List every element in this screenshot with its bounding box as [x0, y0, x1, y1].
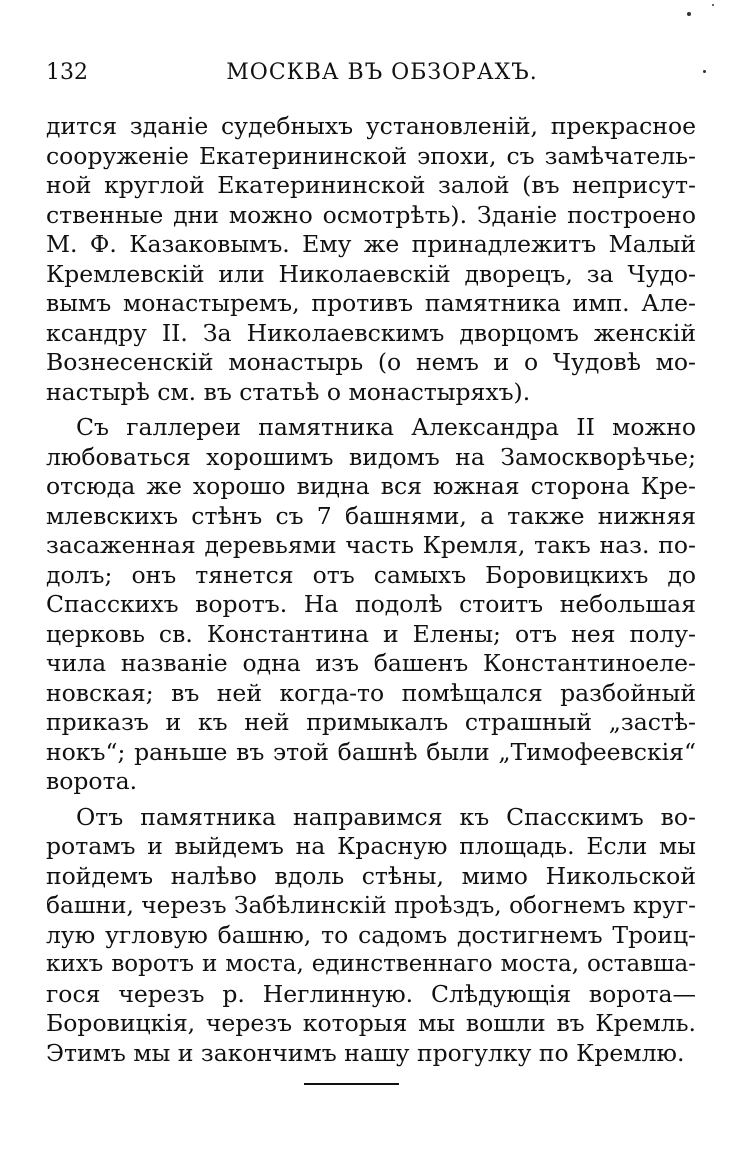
text-line: сооруженіе Екатерининской эпохи, съ замѣчатель-	[46, 141, 696, 170]
text-line: отсюда же хорошо видна вся южная сторона Кре-	[46, 472, 696, 500]
text-line: новская; въ ней когда-то помѣщался разбойный	[46, 678, 696, 707]
text-line: Кремлевскій или Николаевскій дворецъ, за Чудо-	[46, 259, 696, 288]
text-line: ной круглой Екатерининской залой (въ неприсут-	[46, 171, 696, 199]
text-line: Спасскихъ воротъ. На подолѣ стоитъ небольшая	[46, 590, 696, 618]
text-line: настырѣ см. въ статьѣ о монастыряхъ).	[46, 377, 531, 406]
page-header	[46, 58, 694, 92]
paragraph-1	[46, 112, 696, 407]
text-line: ксандру II. За Николаевскимъ дворцомъ женскій	[46, 318, 696, 347]
text-line: Съ галлереи памятника Александра II можно	[76, 413, 696, 441]
text-line: засаженная деревьями часть Кремля, такъ наз. по-	[46, 531, 696, 559]
text-line: любоваться хорошимъ видомъ на Замоскворѣчье;	[46, 442, 696, 471]
text-line: ственные дни можно осмотрѣть). Зданіе построено	[46, 200, 696, 229]
text-line: М. Ф. Казаковымъ. Ему же принадлежитъ Малый	[46, 230, 696, 258]
end-divider-rule	[304, 1083, 399, 1085]
text-line: Боровицкія, черезъ которыя мы вошли въ Кремль.	[46, 1009, 696, 1037]
print-speck	[687, 12, 691, 16]
running-title: МОСКВА ВЪ ОБЗОРАХЪ.	[226, 60, 538, 85]
text-line: Вознесенскій монастырь (о немъ и о Чудовѣ мо-	[46, 348, 696, 376]
text-line: вымъ монастыремъ, противъ памятника имп. Але-	[46, 289, 696, 317]
paragraph-2	[46, 413, 696, 797]
text-line: млевскихъ стѣнъ съ 7 башнями, а также нижняя	[46, 501, 696, 530]
text-line: чила названіе одна изъ башенъ Константиноеле-	[46, 649, 696, 677]
text-line: пойдемъ налѣво вдоль стѣны, мимо Никольской	[46, 861, 696, 890]
text-line: нокъ“; раньше въ этой башнѣ были „Тимофеевскія“	[46, 737, 696, 766]
text-line: башни, черезъ Забѣлинскій проѣздъ, обогнемъ круг-	[46, 892, 696, 919]
text-line: лую угловую башню, то садомъ достигнемъ Троиц-	[46, 920, 696, 949]
text-line: ротамъ и выйдемъ на Красную площадь. Если мы	[46, 832, 696, 860]
text-line: приказъ и къ ней примыкалъ страшный „застѣ-	[46, 708, 696, 736]
text-line: Этимъ мы и закончимъ нашу прогулку по Кремлю.	[46, 1038, 685, 1067]
text-line: ворота.	[46, 767, 138, 795]
body-text	[46, 112, 696, 1068]
text-line: церковь св. Константина и Елены; отъ нея полу-	[46, 619, 696, 648]
text-line: долъ; онъ тянется отъ самыхъ Боровицкихъ до	[46, 560, 696, 589]
text-line: Отъ памятника направимся къ Спасскимъ во-	[76, 802, 696, 831]
print-speck	[703, 70, 706, 73]
text-line: дится зданіе судебныхъ установленій, прекрасное	[46, 112, 696, 140]
paragraph-3	[46, 803, 696, 1069]
page-number: 132	[46, 60, 88, 85]
print-speck	[712, 4, 714, 6]
text-line: кихъ воротъ и моста, единственнаго моста, оставша-	[46, 951, 696, 977]
text-line: гося черезъ р. Неглинную. Слѣдующія ворота—	[46, 979, 696, 1008]
